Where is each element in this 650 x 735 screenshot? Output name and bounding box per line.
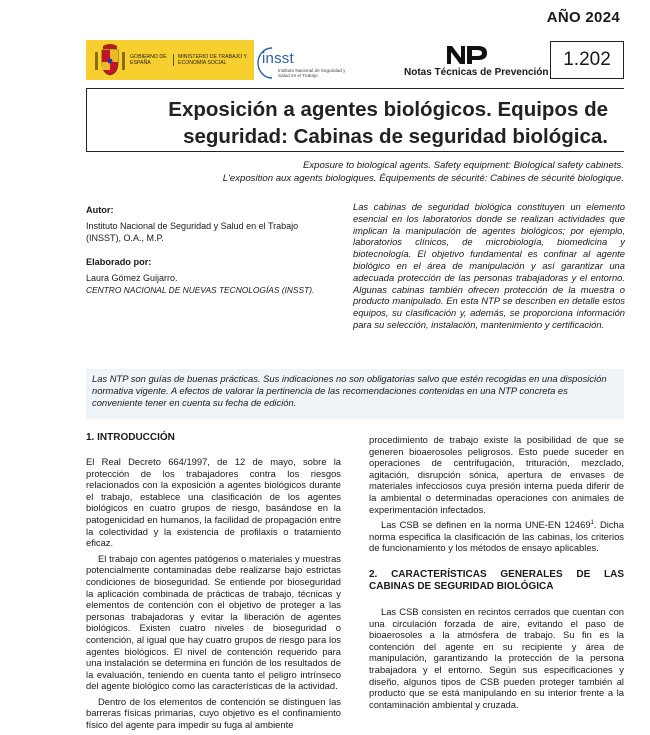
insst-wordmark: insst bbox=[262, 50, 294, 67]
title-line-2: seguridad: Cabinas de seguridad biológica. bbox=[183, 125, 608, 148]
paragraph bbox=[369, 519, 624, 554]
insst-logo bbox=[258, 44, 350, 80]
author-label: Autor: bbox=[86, 205, 114, 215]
government-logo bbox=[86, 40, 254, 80]
elaborated-center: CENTRO NACIONAL DE NUEVAS TECNOLOGÍAS (INSST). bbox=[86, 285, 315, 295]
paragraph: Dentro de los elementos de contención se distinguen las barreras físicas primarias, cuyo objetivo es el confinamiento físico del agente para impedir su fuga al ambiente bbox=[86, 695, 341, 731]
author-block bbox=[86, 204, 342, 296]
paragraph: Las CSB consisten en recintos cerrados que cuentan con una circulación forzada de aire, evitando el paso de bioaerosoles a la atmósfera de trabajo. Su fin es la contención del agente en su recipiente y área de manipulación, garantizando la protección de la persona trabajadora y el entorno. Según sus especificaciones y diseño, algunos tipos de CSB pueden proteger también al producto que se está manipulando en su interior frente a la contaminación ambiental y cruzada. bbox=[369, 605, 624, 710]
author-line-2: (INSST), O.A., M.P. bbox=[86, 233, 164, 243]
abstract: Las cabinas de seguridad biológica constituyen un elemento esencial en los laboratorios donde se realizan actividades que implican la manipulación de agentes biológicos; por ejemplo, laboratorios clínicos, de microbiología, biomedicina y biotecnología. El objetivo fundamental es confinar al agente biológico en el área de manipulación y así garantizar una adecuada protección de las personas trabajadoras y el entorno. Algunas cabinas también ofrecen protección de la muestra o producto manipulado. En esta NTP se describen en detalle estos equipos, su clasificación y, además, se proporciona información para su selección, instalación, mantenimiento y certificación. bbox=[353, 201, 625, 330]
elaborated-label: Elaborado por: bbox=[86, 257, 152, 267]
section-1-heading: 1. INTRODUCCIÓN bbox=[86, 432, 175, 443]
paragraph-text: . Dicha norma especifica la clasificación de las cabinas, los criterios de funcionamiento y los métodos de ensayo aplicables. bbox=[369, 519, 624, 554]
coat-of-arms-icon bbox=[90, 42, 130, 78]
paragraph-text: Las CSB se definen en la norma UNE-EN 12469 bbox=[381, 519, 591, 531]
paragraph: El trabajo con agentes patógenos o materiales y muestras potencialmente contaminadas debe realizarse bajo estrictas condiciones de bioseguridad. Se entiende por bioseguridad la aplicación combinada de prácticas de trabajo, técnicas y elementos de contención con el objetivo de proteger a las personas trabajadoras y evitar la liberación de agentes biológicos. Existen cuatro niveles de bioseguridad o contención, al igual que hay cuatro grupos de riesgo para los agentes biológicos. El nivel de contención requerido para una instalación se determina en función de los resultados de la evaluación, teniendo en cuenta tanto el peligro intrínseco del agente biológico como las características de la actividad. bbox=[86, 552, 341, 692]
translated-titles bbox=[223, 160, 624, 185]
paragraph: El Real Decreto 664/1997, de 12 de mayo, sobre la protección de los trabajadores contra los riesgos relacionados con la exposición a agentes biológicos durante el trabajo, establece una clasificación de los agentes biológicos en cuatro grupos de riesgo, basándose en la patogenicidad en humanos, la facilidad de propagación entre la colectividad y la existencia de profilaxis o tratamiento eficaz. bbox=[86, 456, 341, 549]
document-title bbox=[86, 88, 624, 152]
elaborated-name: Laura Gómez Guijarro. bbox=[86, 273, 178, 283]
edition-year: AÑO 2024 bbox=[546, 9, 620, 26]
ntp-series-name: Notas Técnicas de Prevención bbox=[404, 67, 549, 78]
paragraph: procedimiento de trabajo existe la posibilidad de que se generen bioaerosoles peligrosos. Esto puede suceder en operaciones de centrifugación, trituración, mezclado, agitación, disrupción sónica, apertura de envases de materiales infecciosos cuya presión interna pueda diferir de la ambiental o determinadas operaciones con animales de experimentación infectados. bbox=[369, 434, 624, 515]
title-french: L'exposition aux agents biologiques. Équipements de sécurité: Cabines de sécurité biologique. bbox=[222, 172, 624, 184]
body-column-right bbox=[369, 434, 624, 714]
ntp-notice: Las NTP son guías de buenas prácticas. Sus indicaciones no son obligatorias salvo que estén recogidas en una disposición normativa vigente. A efectos de valorar la pertinencia de las recomendaciones contenidas en una NTP concreta es conveniente tener en cuenta su fecha de edición. bbox=[86, 369, 624, 419]
ministry-name: MINISTERIO DE TRABAJO Y ECONOMÍA SOCIAL bbox=[178, 53, 247, 66]
insst-full-name: Instituto Nacional de Seguridad y Salud en el Trabajo bbox=[278, 68, 346, 79]
section-2-heading: 2. CARACTERÍSTICAS GENERALES DE LAS CABINAS DE SEGURIDAD BIOLÓGICA bbox=[369, 568, 624, 592]
body-column-left bbox=[86, 432, 341, 735]
title-line-1: Exposición a agentes biológicos. Equipos de bbox=[168, 98, 608, 121]
government-name: GOBIERNO DE ESPAÑA bbox=[130, 54, 174, 66]
title-english: Exposure to biological agents. Safety equipment: Biological safety cabinets. bbox=[302, 160, 624, 171]
author-line-1: Instituto Nacional de Seguridad y Salud en el Trabajo bbox=[86, 221, 299, 231]
ntp-number: 1.202 bbox=[550, 41, 624, 79]
footnote-ref: 1 bbox=[590, 520, 594, 527]
